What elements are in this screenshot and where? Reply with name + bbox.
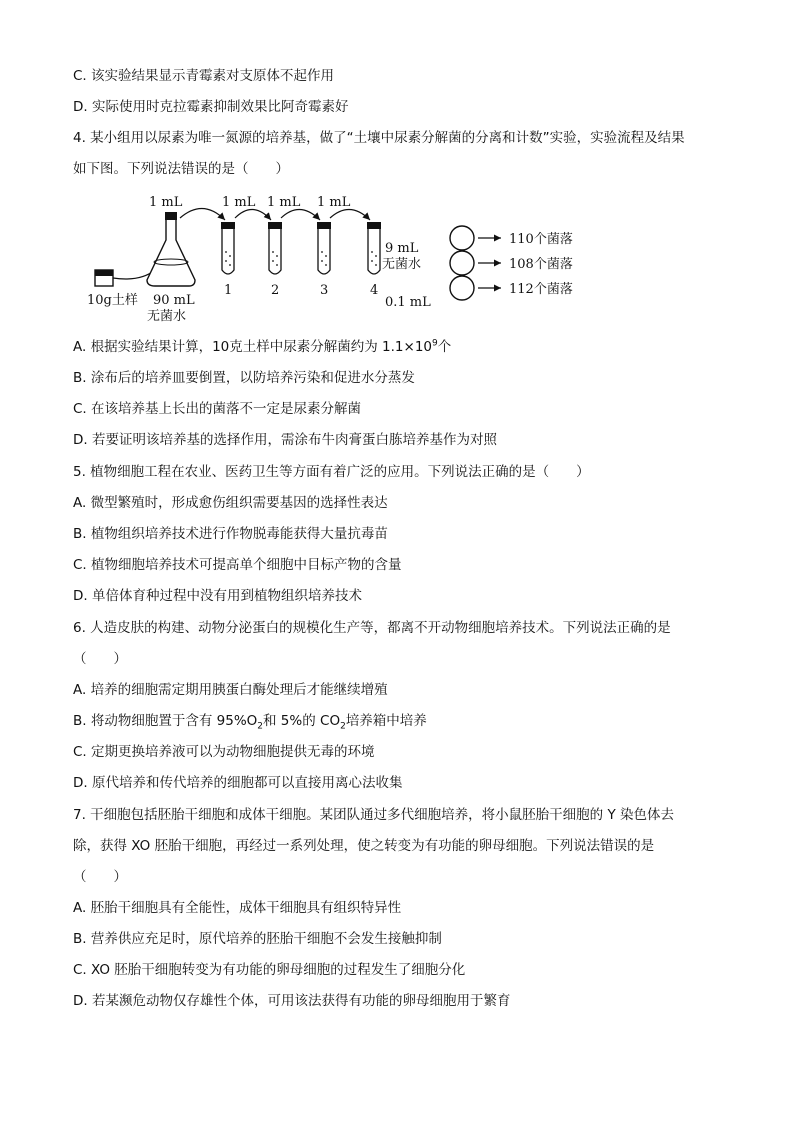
transfer-label-2: 1 mL (222, 195, 256, 210)
q7-option-a: A. 胚胎干细胞具有全能性，成体干细胞具有组织特异性 (73, 900, 402, 916)
tube4-water-volume: 9 mL (385, 241, 419, 256)
serial-dilution-diagram (85, 190, 595, 325)
tube-number-1: 1 (224, 283, 233, 298)
transfer-arrow-1 (180, 208, 225, 220)
transfer-label-1: 1 mL (149, 195, 183, 210)
q6-option-b: B. 将动物细胞置于含有 $95\%O_2$和 5%的 $CO_2$培养箱中培养 (73, 713, 427, 732)
colony-count-2: 108个菌落 (509, 257, 573, 272)
test-tube-3 (317, 222, 331, 274)
q3-option-c: C. 该实验结果显示青霉素对支原体不起作用 (73, 68, 335, 84)
flask (147, 212, 195, 286)
petri-dish-3 (450, 276, 474, 300)
q5-stem: 5. 植物细胞工程在农业、医药卫生等方面有着广泛的应用。下列说法正确的是（ ） (73, 464, 590, 480)
q5-option-b: B. 植物组织培养技术进行作物脱毒能获得大量抗毒苗 (73, 526, 388, 542)
q4-stem-line-1: 4. 某小组用以尿素为唯一氮源的培养基，做了“土壤中尿素分解菌的分离和计数”实验，实验流程及结果 (73, 130, 685, 146)
q6-option-a: A. 培养的细胞需定期用胰蛋白酶处理后才能继续增殖 (73, 682, 388, 698)
q5-option-a: A. 微型繁殖时，形成愈伤组织需要基因的选择性表达 (73, 495, 388, 511)
flask-water-type: 无菌水 (147, 309, 187, 324)
tube4-water-type: 无菌水 (382, 257, 422, 272)
q4-option-a: A. 根据实验结果计算，10克土样中尿素分解菌约为 $1.1\times 10^9$个 (73, 338, 452, 355)
transfer-arrow-3 (281, 209, 320, 220)
q4-option-d: D. 若要证明该培养基的选择作用，需涂布牛肉膏蛋白胨培养基作为对照 (73, 432, 497, 448)
soil-sample-container (95, 270, 155, 286)
flask-water-volume: 90 mL (153, 293, 195, 308)
q6-stem-line-1: 6. 人造皮肤的构建、动物分泌蛋白的规模化生产等，都离不开动物细胞培养技术。下列说法正确的是 (73, 620, 671, 636)
test-tube-4 (367, 222, 381, 274)
q6-stem-line-2: （ ） (73, 651, 127, 667)
test-tube-1 (221, 222, 235, 274)
q3-option-d: D. 实际使用时克拉霉素抑制效果比阿奇霉素好 (73, 99, 349, 115)
tube-number-2: 2 (271, 283, 280, 298)
q7-stem-line-1: 7. 干细胞包括胚胎干细胞和成体干细胞。某团队通过多代细胞培养，将小鼠胚胎干细胞的 Y 染色体去 (73, 807, 674, 823)
plating-volume-label: 0.1 mL (385, 295, 431, 310)
q4-stem-line-2: 如下图。下列说法错误的是（ ） (73, 161, 289, 177)
q6-option-d: D. 原代培养和传代培养的细胞都可以直接用离心法收集 (73, 775, 403, 791)
colony-count-3: 112个菌落 (509, 282, 573, 297)
q7-stem-line-3: （ ） (73, 869, 127, 885)
transfer-arrow-4 (330, 209, 370, 220)
q5-option-c: C. 植物细胞培养技术可提高单个细胞中目标产物的含量 (73, 557, 402, 573)
petri-dish-2 (450, 251, 474, 275)
sample-label: 10g土样 (87, 293, 138, 308)
test-tube-2 (268, 222, 282, 274)
q4-option-b: B. 涂布后的培养皿要倒置，以防培养污染和促进水分蒸发 (73, 370, 415, 386)
tube-number-4: 4 (370, 283, 379, 298)
q7-option-c: C. XO 胚胎干细胞转变为有功能的卵母细胞的过程发生了细胞分化 (73, 962, 466, 978)
q4-option-c: C. 在该培养基上长出的菌落不一定是尿素分解菌 (73, 401, 362, 417)
q6-option-c: C. 定期更换培养液可以为动物细胞提供无毒的环境 (73, 744, 375, 760)
q5-option-d: D. 单倍体育种过程中没有用到植物组织培养技术 (73, 588, 362, 604)
colony-count-1: 110个菌落 (509, 232, 573, 247)
transfer-label-3: 1 mL (267, 195, 301, 210)
q7-option-d: D. 若某濒危动物仅存雄性个体，可用该法获得有功能的卵母细胞用于繁育 (73, 993, 511, 1009)
transfer-arrow-2 (235, 209, 271, 220)
tube-number-3: 3 (320, 283, 329, 298)
q7-option-b: B. 营养供应充足时，原代培养的胚胎干细胞不会发生接触抑制 (73, 931, 442, 947)
petri-dish-1 (450, 226, 474, 250)
transfer-label-4: 1 mL (317, 195, 351, 210)
q7-stem-line-2: 除，获得 XO 胚胎干细胞，再经过一系列处理，使之转变为有功能的卵母细胞。下列说法错误的是 (73, 838, 655, 854)
